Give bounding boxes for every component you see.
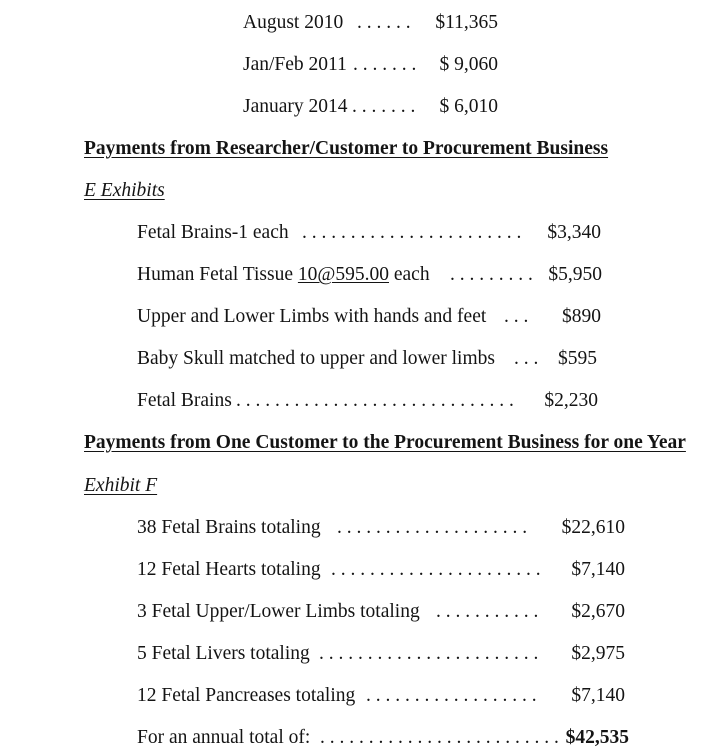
section-heading: Payments from Researcher/Customer to Procurement Business [84,138,609,159]
exhibit-row-label: 38 Fetal Brains totaling [137,517,321,538]
annual-total-dots: . . . . . . . . . . . . . . . . . . . . . . . . . [320,727,559,748]
exhibit-row-label: Fetal Brains-1 each [137,222,289,243]
exhibit-row-amount: $7,140 [571,559,625,580]
exhibit-row-dots: . . . [504,306,529,327]
exhibit-row-amount: $2,230 [544,390,598,411]
exhibit-row-amount: $3,340 [547,222,601,243]
exhibit-row-amount: $2,670 [571,601,625,622]
exhibit-row-dots: . . . . . . . . . . . . . . . . . . . . . . . . . . . . . [236,390,514,411]
exhibit-row-dots: . . . . . . . . . . . [436,601,539,622]
exhibit-row-amount: $22,610 [561,517,625,538]
top-row-dots: . . . . . . . [352,96,416,117]
tissue-quantity-link: 10@595.00 [297,264,389,285]
annual-total-label: For an annual total of: [137,727,311,748]
exhibit-row-amount: $5,950 [548,264,602,285]
top-row-amount: $ 6,010 [439,96,498,117]
exhibit-row-label: Human Fetal Tissue 10@595.00 each [137,264,430,285]
top-row-dots: . . . . . . . [353,54,417,75]
exhibit-row-label: 12 Fetal Pancreases totaling [137,685,356,706]
exhibit-row-label: 5 Fetal Livers totaling [137,643,310,664]
top-row-label: Jan/Feb 2011 [243,54,347,75]
top-row-label: August 2010 [243,12,344,33]
exhibit-row-dots: . . . . . . . . . [450,264,533,285]
exhibit-row-label: 12 Fetal Hearts totaling [137,559,321,580]
annual-total-amount: $42,535 [565,727,629,748]
section-heading: Payments from One Customer to the Procurement Business for one Year [84,432,686,453]
exhibit-row-label: Fetal Brains [137,390,232,411]
exhibit-row-label: 3 Fetal Upper/Lower Limbs totaling [137,601,420,622]
exhibit-row-dots: . . . . . . . . . . . . . . . . . . . . . . . [302,222,522,243]
exhibit-row-amount: $2,975 [571,643,625,664]
exhibit-row-amount: $7,140 [571,685,625,706]
exhibit-title: E Exhibits [84,180,165,201]
exhibit-row-dots: . . . . . . . . . . . . . . . . . . . . . . [331,559,541,580]
exhibit-row-label: Upper and Lower Limbs with hands and feet [137,306,487,327]
exhibit-row-amount: $595 [558,348,597,369]
exhibit-title: Exhibit F [84,475,158,496]
top-row-dots: . . . . . . [357,12,411,33]
top-row-amount: $11,365 [435,12,498,33]
top-row-amount: $ 9,060 [439,54,498,75]
exhibit-row-dots: . . . . . . . . . . . . . . . . . . . . . . . [319,643,539,664]
exhibit-row-label: Baby Skull matched to upper and lower limbs [137,348,495,369]
exhibit-row-dots: . . . [514,348,539,369]
exhibit-row-dots: . . . . . . . . . . . . . . . . . . [366,685,537,706]
exhibit-row-amount: $890 [562,306,601,327]
top-row-label: January 2014 [243,96,348,117]
exhibit-row-dots: . . . . . . . . . . . . . . . . . . . . [337,517,528,538]
